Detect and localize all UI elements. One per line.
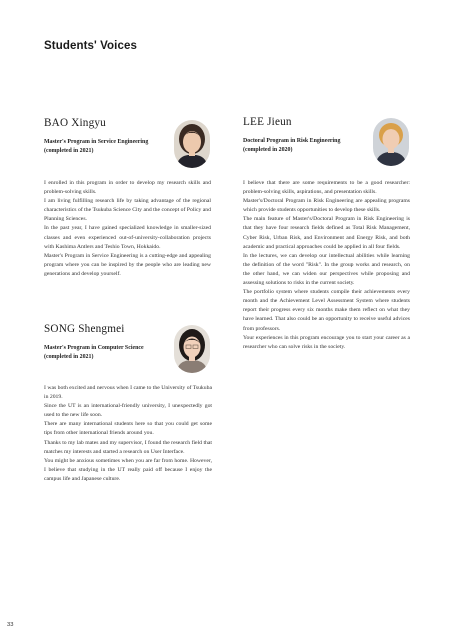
paragraph: You might be anxious sometimes when you are far from home. However, I believe that studying in the UT really paid off because I enjoy the campus life and Japanese culture. (44, 457, 212, 482)
student-name: BAO Xingyu (44, 117, 106, 129)
voice-text-bao (44, 179, 211, 279)
paragraph: I enrolled in this program in order to develop my research skills and problem-solving skills. (44, 180, 211, 196)
program-name: Master's Program in Service Engineering (44, 139, 149, 145)
program-name: Master's Program in Computer Science (44, 345, 144, 351)
voice-text-song (44, 384, 212, 484)
completion-year: (completed in 2021) (44, 148, 94, 154)
paragraph: In the past year, I have gained specialized knowledge in smaller-sized classes and even experienced out-of-university-collaboration projects with Kashima Antlers and Teshio Town, Hokkaido. (44, 225, 211, 250)
profile-header-lee (243, 116, 363, 155)
completion-year: (completed in 2021) (44, 354, 94, 360)
voice-text-lee (243, 179, 410, 352)
paragraph: The main feature of Master's/Doctoral Program in Risk Engineering is that they have four research fields defined as Total Risk Management, Cyber Risk, Urban Risk, and Environment and Energy Risk, and both academic and practical approaches could be applied in all four fields. (243, 216, 410, 250)
paragraph: I believe that there are some requirements to be a good researcher: problem-solving skills, aspirations, and presentation skills. (243, 180, 410, 196)
paragraph: Master's Program in Service Engineering is a cutting-edge and appealing program where you can be inspired by the people who are leading new generations and develop yourself. (44, 252, 211, 277)
paragraph: There are many international students here so that you could get some tips from other international friends around you. (44, 421, 212, 437)
program-name: Doctoral Program in Risk Engineering (243, 138, 341, 144)
page-number: 33 (7, 622, 14, 628)
program-info (44, 138, 164, 156)
student-photo-bao (174, 120, 210, 168)
profile-header-bao (44, 117, 164, 156)
paragraph: I was both excited and nervous when I came to the University of Tsukuba in 2019. (44, 385, 212, 401)
program-info (243, 137, 363, 155)
completion-year: (completed in 2020) (243, 147, 293, 153)
paragraph: Your experiences in this program encourage you to start your career as a researcher who can solve risks in the society. (243, 334, 410, 350)
paragraph: Thanks to my lab mates and my supervisor, I found the research field that matches my interests and started a research on User Interface. (44, 439, 212, 455)
student-photo-song (174, 325, 210, 373)
paragraph: Since the UT is an international-friendly university, I unexpectedly got used to the new life soon. (44, 403, 212, 419)
paragraph: Master's/Doctoral Program in Risk Engineering are appealing programs which provide students opportunities to develop these skills. (243, 198, 410, 214)
page-title: Students' Voices (44, 40, 137, 52)
student-name: LEE Jieun (243, 116, 292, 128)
paragraph: In the lectures, we can develop our intellectual abilities while learning the definition of the word "Risk". In the group works and research, on the other hand, we can widen our perspectives while proposing and assessing solutions to risks in the current society. (243, 252, 410, 287)
student-name: SONG Shengmei (44, 323, 125, 335)
student-photo-lee (373, 118, 409, 166)
paragraph: The portfolio system where students compile their achievements every month and the Achievement Level Assessment System where students report their progress every six months make them reflect on what they have learned. That also could be an opportunity to receive useful advices from professors. (243, 289, 410, 332)
profile-header-song (44, 323, 169, 362)
program-info (44, 344, 169, 362)
paragraph: I am living fulfilling research life by taking advantage of the regional characteristics of the Tsukuba Science City and the concept of Policy and Planning Sciences. (44, 198, 211, 223)
